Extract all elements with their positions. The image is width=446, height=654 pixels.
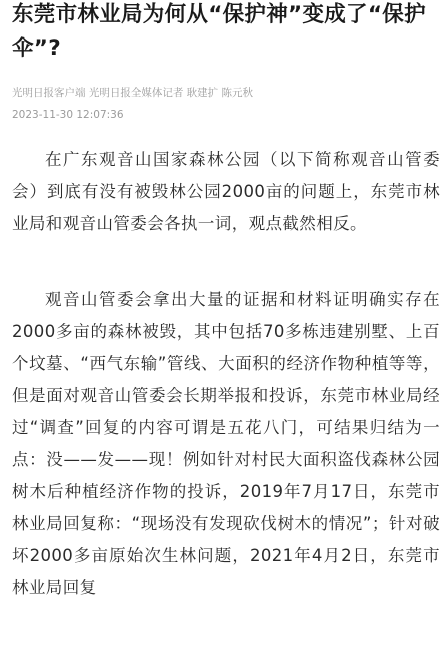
article-paragraph: 观音山管委会拿出大量的证据和材料证明确实存在2000多亩的森林被毁，其中包括70多栋违建别墅、上百个坟墓、“西气东输”管线、大面积的经济作物种植等等，但是面对观音山管委会长期举报和投诉，东莞市林业局经过“调查”回复的内容可谓是五花八门，可结果归结为一点：没——发——现！例如针对村民大面积盗伐森林公园树木后种植经济作物的投诉，2019年7月17日，东莞市林业局回复称：“现场没有发现砍伐树木的情况”；针对破坏2000多亩原始次生林问题，2021年4月2日，东莞市林业局回复 bbox=[12, 290, 440, 597]
article-paragraph: 在广东观音山国家森林公园（以下简称观音山管委会）到底有没有被毁林公园2000亩的问题上，东莞市林业局和观音山管委会各执一词，观点截然相反。 bbox=[12, 150, 440, 233]
article-source: 光明日报客户端 光明日报全媒体记者 耿建扩 陈元秋 bbox=[12, 87, 254, 99]
article-title: 东莞市林业局为何从“保护神”变成了“保护伞”? bbox=[12, 2, 426, 61]
article-timestamp: 2023-11-30 12:07:36 bbox=[12, 109, 124, 121]
